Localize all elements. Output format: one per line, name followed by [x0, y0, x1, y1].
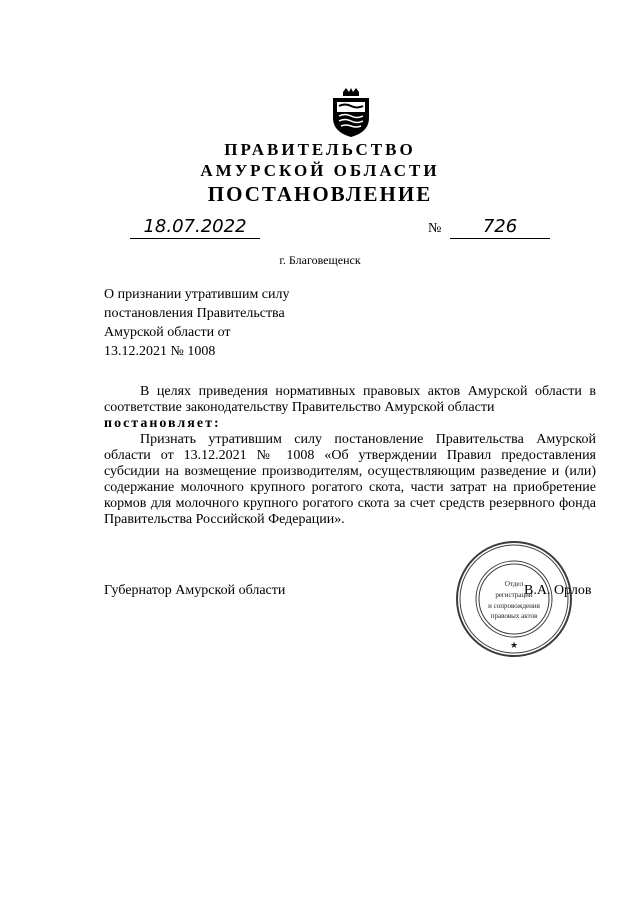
document-body [104, 384, 596, 528]
resolves-word: постановляет: [104, 416, 221, 431]
document-type: ПОСТАНОВЛЕНИЕ [207, 182, 433, 206]
preamble-paragraph: В целях приведения нормативных правовых актов Амурской области в соответствие законодательству Правительство Амурской области [104, 384, 596, 415]
resolution-paragraph: Признать утратившим силу постановление Правительства Амурской области от 13.12.2021 № 1008 «Об утверждении Правил предоставления субсидии на возмещение производителям, осуществляющим разведение и (или) содержание молочного крупного рогатого скота, части затрат на приобретение кормов для молочного крупного рогатого скота за счет средств резервного фонда Правительства Российской Федерации». [104, 432, 596, 527]
stamp-center-line: регистрации [495, 591, 533, 599]
title-line: постановления Правительства [104, 306, 285, 321]
city: г. Благовещенск [279, 253, 361, 267]
svg-text:★: ★ [509, 641, 519, 651]
document-number: 726 [450, 216, 550, 239]
stamp-center-line: правовых актов [490, 612, 538, 620]
official-seal-icon [455, 540, 573, 658]
title-line: 13.12.2021 № 1008 [104, 344, 216, 359]
stamp-center-line: Отдел [504, 580, 524, 588]
number-label: № [428, 221, 442, 236]
coat-of-arms-icon [329, 88, 373, 138]
title-line: Амурской области от [104, 325, 231, 340]
document-date: 18.07.2022 [130, 216, 260, 239]
signatory-name: В.А. Орлов [524, 583, 592, 598]
org-name-line2: АМУРСКОЙ ОБЛАСТИ [200, 161, 440, 180]
title-line: О признании утратившим силу [104, 287, 290, 302]
document-title [104, 285, 290, 361]
signatory-position: Губернатор Амурской области [104, 583, 286, 598]
stamp-center-line: и сопровождения [488, 602, 540, 610]
org-name-line1: ПРАВИТЕЛЬСТВО [224, 140, 416, 159]
